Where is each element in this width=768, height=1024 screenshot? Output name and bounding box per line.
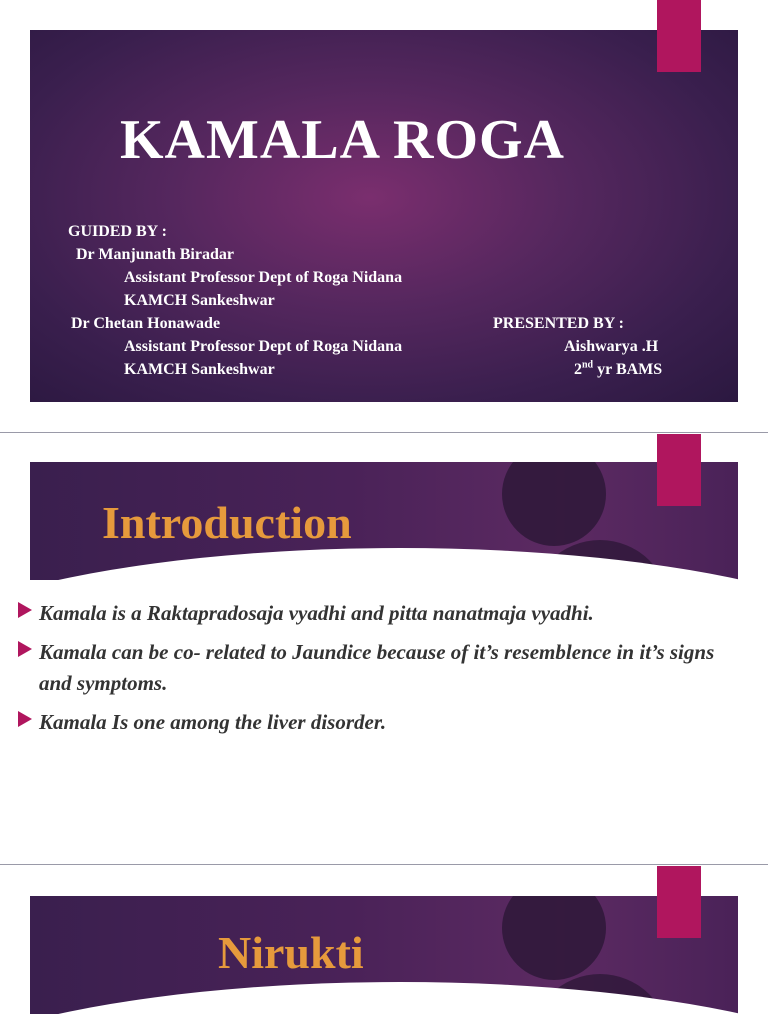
- bullet-list: [18, 598, 748, 746]
- guide2-college: KAMCH Sankeshwar: [124, 361, 275, 378]
- decor-circle: [502, 896, 606, 980]
- guide2-name: Dr Chetan Honawade: [71, 315, 221, 332]
- slide-divider: [0, 432, 768, 433]
- slide-title-heading: KAMALA ROGA: [120, 109, 565, 171]
- presented-by-label: PRESENTED BY :: [493, 315, 624, 332]
- accent-tab: [657, 434, 701, 506]
- header-banner: [30, 896, 738, 1014]
- guide1-role: Assistant Professor Dept of Roga Nidana: [124, 269, 403, 286]
- list-item: [18, 598, 748, 629]
- triangle-bullet-icon: [18, 711, 32, 727]
- guide1-name: Dr Manjunath Biradar: [76, 246, 234, 263]
- decor-circle: [502, 462, 606, 546]
- presenter-year-num: 2: [574, 361, 582, 378]
- slide-heading: Nirukti: [218, 927, 364, 978]
- triangle-bullet-icon: [18, 641, 32, 657]
- accent-tab: [657, 866, 701, 938]
- guide2-role: Assistant Professor Dept of Roga Nidana: [124, 338, 403, 355]
- presenter-name: Aishwarya .H: [564, 338, 659, 355]
- slide-divider: [0, 864, 768, 865]
- guide1-college: KAMCH Sankeshwar: [124, 292, 275, 309]
- bullet-text: Kamala is a Raktapradosaja vyadhi and pitta nanatmaja vyadhi.: [39, 601, 594, 625]
- presenter-year: [574, 358, 662, 381]
- list-item: [18, 637, 748, 699]
- guided-by-label: GUIDED BY :: [68, 223, 167, 240]
- presenter-year-rest: yr BAMS: [593, 361, 663, 378]
- slide-introduction: [0, 434, 768, 864]
- bullet-text: Kamala can be co- related to Jaundice because of it’s resemblence in it’s signs and symptoms.: [39, 640, 715, 695]
- list-item: [18, 707, 748, 738]
- slide-title: [0, 0, 768, 432]
- bullet-text: Kamala Is one among the liver disorder.: [39, 710, 387, 734]
- presenter-year-sup: nd: [582, 359, 594, 371]
- title-panel: [30, 30, 738, 402]
- slide-heading: Introduction: [102, 497, 352, 548]
- accent-tab: [657, 0, 701, 72]
- triangle-bullet-icon: [18, 602, 32, 618]
- slide-nirukti: [0, 866, 768, 1024]
